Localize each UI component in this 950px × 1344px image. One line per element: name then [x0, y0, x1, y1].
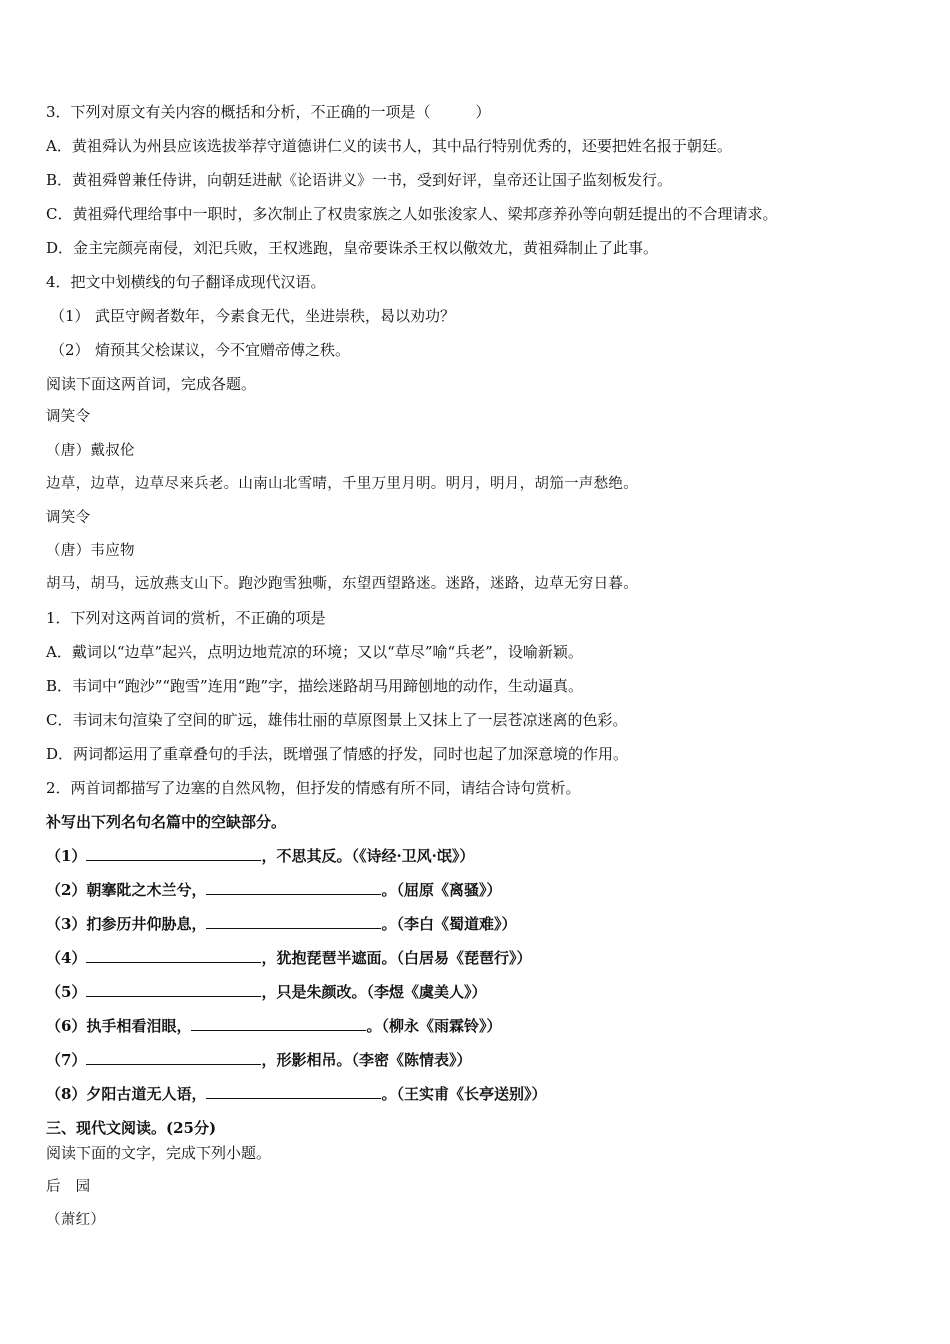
poem-1-author: （唐）戴叔伦	[46, 443, 135, 459]
poem-q1-option-d: D．两词都运用了重章叠句的手法，既增强了情感的抒发，同时也起了加深意境的作用。	[46, 745, 629, 763]
q3-option-b: B．黄祖舜曾兼任侍讲，向朝廷进献《论语讲义》一书，受到好评，皇帝还让国子监刻板发行。	[46, 171, 673, 189]
fill-in-prefix: （8）夕阳古道无人语，	[46, 1085, 207, 1103]
poem-1-title: 调笑令	[46, 409, 91, 425]
q3-option-d: D．金主完颜亮南侵，刘汜兵败，王权逃跑，皇帝要诛杀王权以儆效尤，黄祖舜制止了此事。	[46, 239, 659, 257]
section-3-heading: 三、现代文阅读。(25分)	[46, 1119, 217, 1137]
fill-in-prefix: （2）朝搴阰之木兰兮，	[46, 881, 207, 899]
q4-sentence-2: 焴预其父桧谋议，今不宜赠帝傅之秩。	[95, 341, 351, 359]
fill-in-suffix: ，形影相吊。（李密《陈情表》）	[261, 1051, 472, 1069]
answer-blank[interactable]	[86, 846, 261, 861]
poem-q1-option-c: C．韦词末句渲染了空间的旷远，雄伟壮丽的草原图景上又抹上了一层苍凉迷离的色彩。	[46, 711, 628, 729]
answer-blank[interactable]	[206, 880, 381, 895]
q4-sentence-1: 武臣守阙者数年，今素食无代，坐进崇秩，曷以劝功？	[95, 307, 456, 325]
poem-q1-stem: 1．下列对这两首词的赏析，不正确的项是	[46, 609, 326, 627]
q3-option-c: C．黄祖舜代理给事中一职时，多次制止了权贵家族之人如张浚家人、梁邦彦养孙等向朝廷提出的不合理请求。	[46, 205, 778, 223]
fill-in-item	[46, 982, 910, 1002]
poem-1-text: 边草，边草，边草尽来兵老。山南山北雪晴，千里万里月明。明月，明月，胡笳一声愁绝。	[46, 476, 638, 492]
fill-in-prefix: （6）执手相看泪眼，	[46, 1017, 192, 1035]
answer-blank[interactable]	[191, 1016, 366, 1031]
fill-in-item	[46, 948, 910, 968]
fill-in-item	[46, 846, 910, 866]
fill-in-item	[46, 914, 910, 934]
fill-in-item	[46, 1084, 910, 1104]
fill-in-prefix: （1）	[46, 847, 87, 865]
fill-in-suffix: ，犹抱琵琶半遮面。（白居易《琵琶行》）	[261, 949, 532, 967]
article-title: 后 园	[46, 1179, 91, 1195]
fill-in-suffix: 。（柳永《雨霖铃》）	[366, 1017, 502, 1035]
fill-in-prefix: （7）	[46, 1051, 87, 1069]
fill-in-item	[46, 1016, 910, 1036]
section-3-intro: 阅读下面的文字，完成下列小题。	[46, 1144, 272, 1162]
answer-blank[interactable]	[86, 1050, 261, 1065]
poem-q1-option-a: A．戴词以“边草”起兴，点明边地荒凉的环境；又以“草尽”喻“兵老”，设喻新颖。	[46, 643, 583, 661]
poems-intro: 阅读下面这两首词，完成各题。	[46, 375, 257, 393]
fill-in-prefix: （3）扪参历井仰胁息，	[46, 915, 207, 933]
fill-in-title: 补写出下列名句名篇中的空缺部分。	[46, 813, 287, 831]
q4-sentence-1-number: （1）	[50, 307, 90, 325]
fill-in-suffix: ，只是朱颜改。（李煜《虞美人》）	[261, 983, 487, 1001]
q4-sentence-2-number: （2）	[50, 341, 90, 359]
poem-q2-stem: 2．两首词都描写了边塞的自然风物，但抒发的情感有所不同，请结合诗句赏析。	[46, 779, 581, 797]
fill-in-prefix: （4）	[46, 949, 87, 967]
fill-in-suffix: 。（李白《蜀道难》）	[381, 915, 517, 933]
q3-stem: 3．下列对原文有关内容的概括和分析，不正确的一项是（ ）	[46, 103, 491, 121]
article-author: （萧红）	[46, 1212, 106, 1228]
answer-blank[interactable]	[86, 982, 261, 997]
answer-blank[interactable]	[206, 914, 381, 929]
fill-in-suffix: 。（屈原《离骚》）	[381, 881, 502, 899]
answer-blank[interactable]	[206, 1084, 381, 1099]
poem-2-title: 调笑令	[46, 510, 91, 526]
fill-in-suffix: 。（王实甫《长亭送别》）	[381, 1085, 547, 1103]
q4-stem: 4．把文中划横线的句子翻译成现代汉语。	[46, 273, 326, 291]
fill-in-prefix: （5）	[46, 983, 87, 1001]
q3-option-a: A．黄祖舜认为州县应该选拔举荐守道德讲仁义的读书人，其中品行特别优秀的，还要把姓名报于朝廷。	[46, 137, 732, 155]
answer-blank[interactable]	[86, 948, 261, 963]
fill-in-item	[46, 1050, 910, 1070]
fill-in-item	[46, 880, 910, 900]
poem-2-author: （唐）韦应物	[46, 543, 135, 559]
poem-q1-option-b: B．韦词中“跑沙”“跑雪”连用“跑”字，描绘迷路胡马用蹄刨地的动作，生动逼真。	[46, 677, 584, 695]
poem-2-text: 胡马，胡马，远放燕支山下。跑沙跑雪独嘶，东望西望路迷。迷路，迷路，边草无穷日暮。	[46, 576, 638, 592]
fill-in-suffix: ，不思其反。（《诗经·卫风·氓》）	[261, 847, 475, 865]
